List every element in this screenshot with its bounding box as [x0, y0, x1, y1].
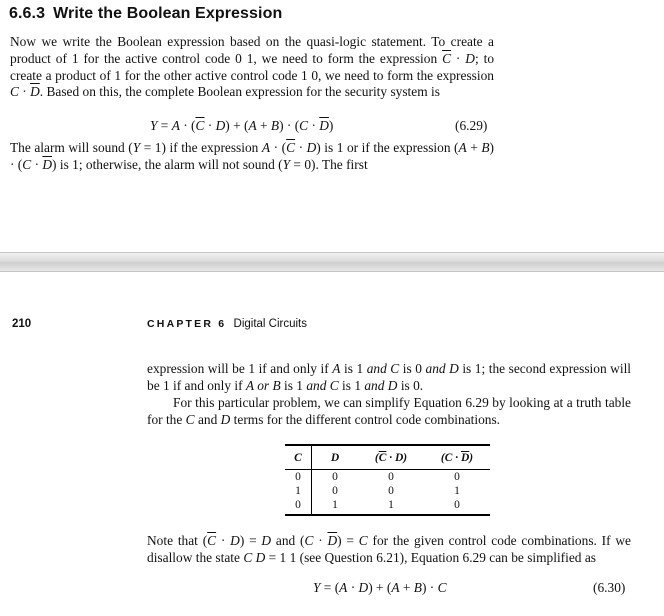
chapter-label: CHAPTER 6	[147, 318, 227, 330]
paragraph-simplify: For this particular problem, we can simplify Equation 6.29 by looking at a truth table for the C and D terms for the different control code combinations.	[147, 395, 631, 427]
table-header-row	[285, 445, 490, 470]
header-d: D	[312, 445, 359, 470]
table-row: 1 0 0 1	[285, 484, 490, 498]
equation-body: Y = (A · D) + (A + B) · C	[313, 580, 447, 595]
header-notc-and-d: $(\overline{C} \cdot D)$	[358, 445, 424, 470]
section-title: Write the Boolean Expression	[53, 5, 283, 22]
header-c: C	[285, 445, 312, 470]
paragraph-note: Note that $(\overline{C} \cdot D) = D$ and $(C \cdot \overline{D}) = C$ for the given control code combinations. If we disallow the state C D = 1 1 (see Question 6.21), Equation 6.29 can be simplified as	[147, 533, 631, 565]
paragraph-alarm: The alarm will sound (Y = 1) if the expression $A \cdot (\overline{C} \cdot D)$ is 1 or if the expression $(A + B) \cdot (C \cdot \overline{D})$ is 1; otherwise, the alarm will not sound (Y = 0). The first	[10, 140, 494, 172]
paragraph-intro: Now we write the Boolean expression based on the quasi-logic statement. To create a product of 1 for the active control code 0 1, we need to form the expression $\overline{C} \cdot D$; to create a product of 1 for the other active control code 1 0, we need to form the expression $C \cdot \overline{D}$. Based on this, the complete Boolean expression for the security system is	[10, 34, 495, 100]
table-row: 0 0 0 0	[285, 470, 490, 485]
table-row: 0 1 1 0	[285, 498, 490, 515]
truth-table	[285, 444, 490, 516]
equation-body: $Y = A \cdot (\overline{C} \cdot D) + (A + B) \cdot (C \cdot \overline{D})$	[150, 118, 334, 133]
paragraph-expression-meaning: expression will be 1 if and only if A is 1 and C is 0 and D is 1; the second expression will be 1 if and only if A or B is 1 and C is 1 and D is 0.	[147, 361, 632, 393]
section-number: 6.6.3	[9, 5, 46, 22]
page-number: 210	[12, 318, 32, 330]
page-divider	[0, 252, 664, 272]
equation-number: (6.29)	[455, 118, 488, 133]
page-1-excerpt	[0, 0, 664, 252]
header-c-and-notd: $(C \cdot \overline{D})$	[424, 445, 490, 470]
equation-number: (6.30)	[593, 580, 626, 595]
section-heading	[9, 5, 282, 23]
chapter-title: Digital Circuits	[233, 318, 308, 330]
chapter-header	[147, 318, 307, 330]
